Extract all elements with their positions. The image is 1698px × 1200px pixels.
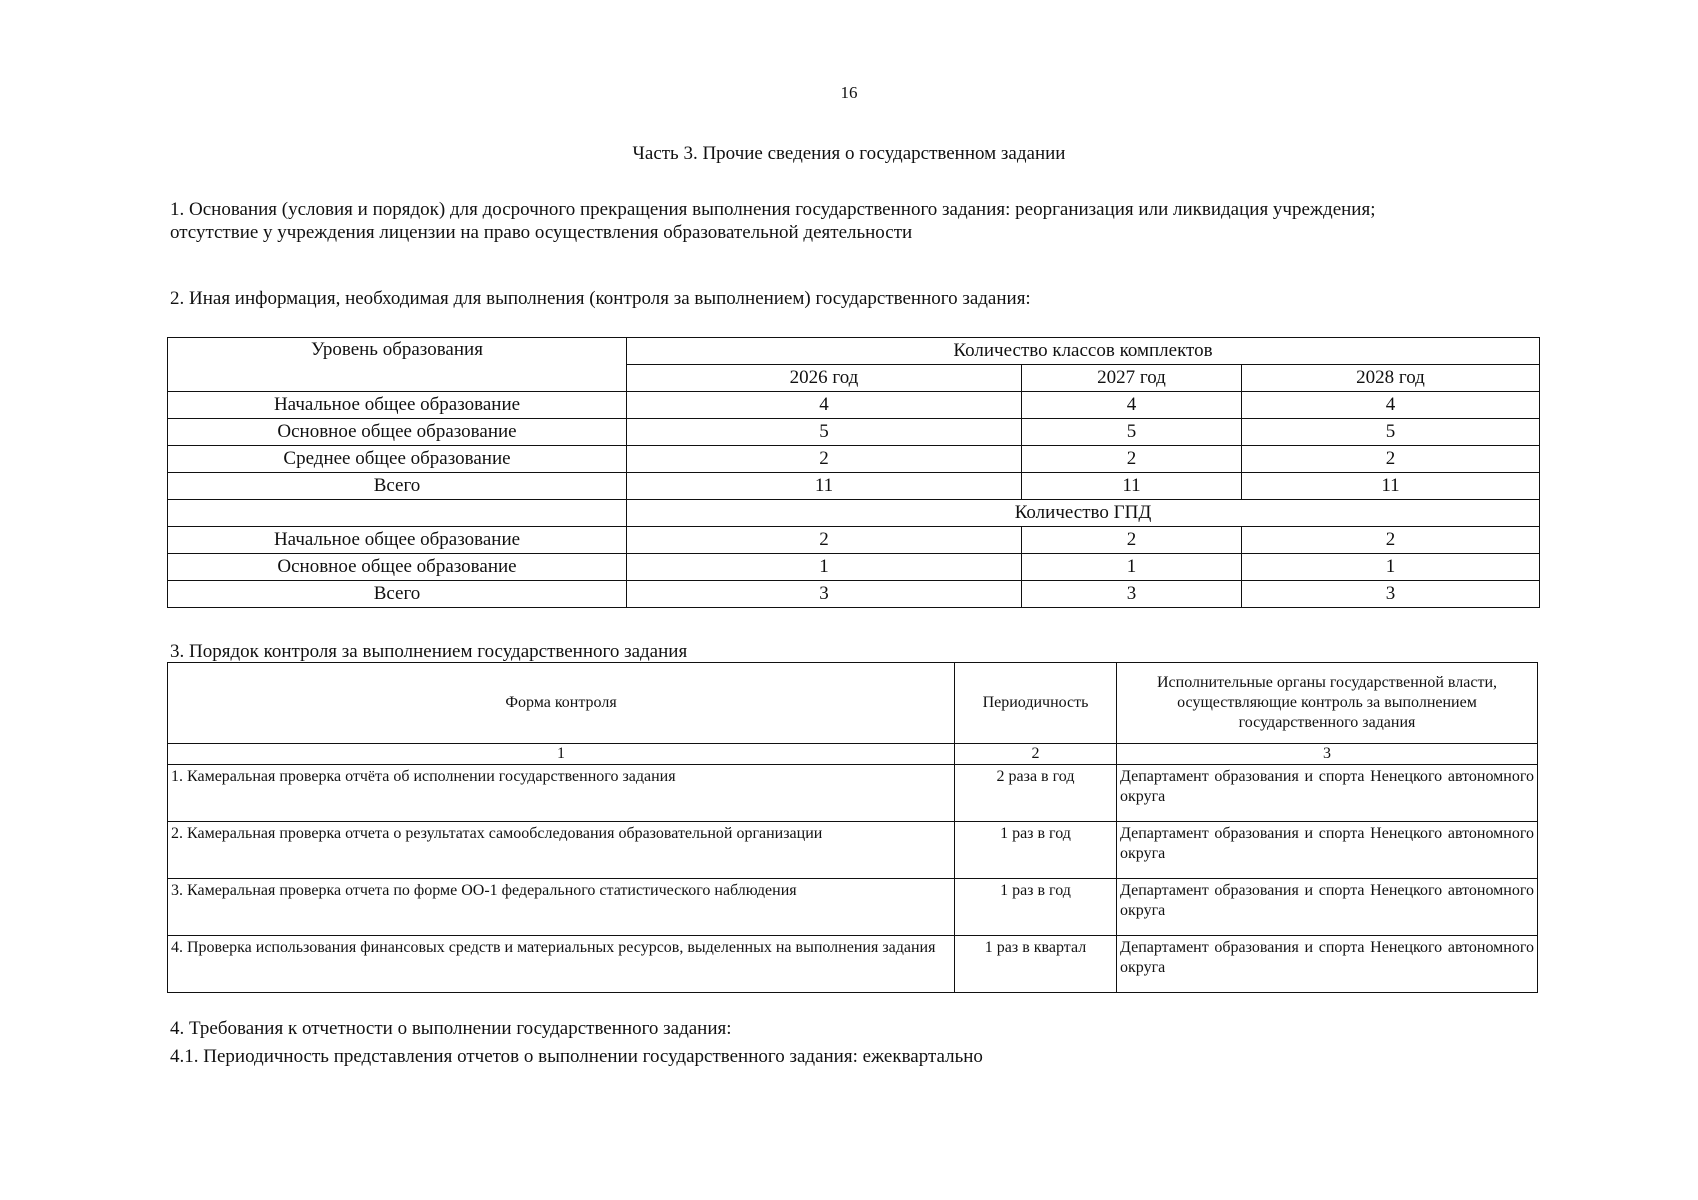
cell-value: 4 [627,392,1022,419]
page-number: 16 [840,83,858,102]
header-year-2027: 2027 год [1022,365,1242,392]
control-form: 1. Камеральная проверка отчёта об исполнении государственного задания [168,765,955,822]
table-row [168,879,1538,936]
column-number: 1 [168,744,955,765]
header-classes-count: Количество классов комплектов [627,338,1540,365]
row-level: Всего [168,581,627,608]
control-organ: Департамент образования и спорта Ненецкого автономного округа [1117,936,1538,993]
section-1-line-1: 1. Основания (условия и порядок) для досрочного прекращения выполнения государственного задания: реорганизация или ликвидация учреждения; [170,199,1376,220]
column-number: 3 [1117,744,1538,765]
row-level: Среднее общее образование [168,446,627,473]
section-1-text [170,198,1560,244]
control-organ: Департамент образования и спорта Ненецкого автономного округа [1117,879,1538,936]
cell-value: 2 [627,446,1022,473]
cell-value: 2 [627,527,1022,554]
cell-value: 1 [627,554,1022,581]
row-level: Основное общее образование [168,419,627,446]
cell-value: 3 [1022,581,1242,608]
header-education-level: Уровень образования [168,338,627,392]
cell-value: 2 [1022,527,1242,554]
cell-value: 4 [1242,392,1540,419]
row-level: Начальное общее образование [168,527,627,554]
section-3-title: 3. Порядок контроля за выполнением государственного задания [170,641,688,662]
cell-value: 5 [1242,419,1540,446]
part-title: Часть 3. Прочие сведения о государственном задании [632,143,1066,164]
table-row [168,419,1540,446]
header-periodicity: Периодичность [955,663,1117,744]
empty-cell [168,500,627,527]
column-number: 2 [955,744,1117,765]
table-row [168,527,1540,554]
control-organ: Департамент образования и спорта Ненецкого автономного округа [1117,765,1538,822]
cell-value: 4 [1022,392,1242,419]
header-year-2026: 2026 год [627,365,1022,392]
control-form: 2. Камеральная проверка отчета о результатах самообследования образовательной организации [168,822,955,879]
row-level: Начальное общее образование [168,392,627,419]
control-period: 1 раз в год [955,822,1117,879]
table-row [168,392,1540,419]
header-control-organs: Исполнительные органы государственной власти, осуществляющие контроль за выполнением государственного задания [1117,663,1538,744]
control-organ: Департамент образования и спорта Ненецкого автономного округа [1117,822,1538,879]
control-table [167,662,1538,993]
table-row [168,554,1540,581]
cell-value: 11 [1022,473,1242,500]
cell-value: 3 [1242,581,1540,608]
cell-value: 1 [1022,554,1242,581]
control-period: 1 раз в год [955,879,1117,936]
cell-value: 3 [627,581,1022,608]
cell-value: 5 [1022,419,1242,446]
row-level: Всего [168,473,627,500]
control-period: 1 раз в квартал [955,936,1117,993]
cell-value: 1 [1242,554,1540,581]
control-period: 2 раза в год [955,765,1117,822]
row-level: Основное общее образование [168,554,627,581]
cell-value: 2 [1242,446,1540,473]
section-4-1-text: 4.1. Периодичность представления отчетов о выполнении государственного задания: ежеквартально [170,1046,983,1067]
cell-value: 11 [1242,473,1540,500]
header-year-2028: 2028 год [1242,365,1540,392]
control-form: 4. Проверка использования финансовых средств и материальных ресурсов, выделенных на выполнения задания [168,936,955,993]
section-2-title: 2. Иная информация, необходимая для выполнения (контроля за выполнением) государственного задания: [170,288,1031,309]
control-form: 3. Камеральная проверка отчета по форме ОО-1 федерального статистического наблюдения [168,879,955,936]
section-4-title: 4. Требования к отчетности о выполнении государственного задания: [170,1018,732,1039]
table-row [168,936,1538,993]
table-row [168,446,1540,473]
classes-table [167,337,1540,608]
table-row [168,473,1540,500]
cell-value: 2 [1022,446,1242,473]
table-row [168,581,1540,608]
header-control-form: Форма контроля [168,663,955,744]
header-gpd-count: Количество ГПД [627,500,1540,527]
cell-value: 11 [627,473,1022,500]
section-1-line-2: отсутствие у учреждения лицензии на право осуществления образовательной деятельности [170,222,913,243]
cell-value: 5 [627,419,1022,446]
table-row [168,822,1538,879]
table-row [168,765,1538,822]
cell-value: 2 [1242,527,1540,554]
table-row [168,500,1540,527]
